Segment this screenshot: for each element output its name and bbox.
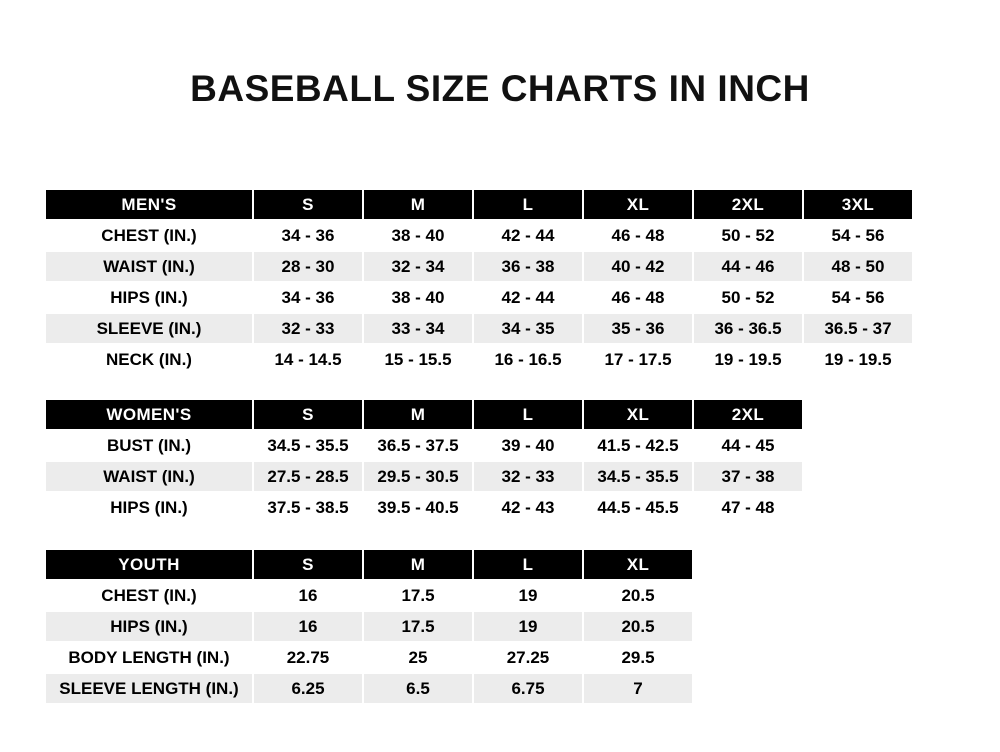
table-row xyxy=(45,220,913,251)
table-cell: 29.5 xyxy=(583,642,693,673)
column-header: WOMEN'S xyxy=(45,399,253,430)
row-label: HIPS (IN.) xyxy=(45,492,253,523)
table-cell: 40 - 42 xyxy=(583,251,693,282)
table-row xyxy=(45,461,803,492)
row-label: HIPS (IN.) xyxy=(45,611,253,642)
table-cell: 27.5 - 28.5 xyxy=(253,461,363,492)
row-label: CHEST (IN.) xyxy=(45,580,253,611)
column-header: S xyxy=(253,189,363,220)
table-cell: 42 - 43 xyxy=(473,492,583,523)
table-header-row xyxy=(45,549,693,580)
row-label: BUST (IN.) xyxy=(45,430,253,461)
column-header: L xyxy=(473,549,583,580)
table-cell: 17 - 17.5 xyxy=(583,344,693,375)
row-label: CHEST (IN.) xyxy=(45,220,253,251)
table-cell: 16 xyxy=(253,580,363,611)
table-cell: 6.5 xyxy=(363,673,473,704)
table-cell: 44 - 45 xyxy=(693,430,803,461)
table-cell: 44.5 - 45.5 xyxy=(583,492,693,523)
table-cell: 29.5 - 30.5 xyxy=(363,461,473,492)
table-row xyxy=(45,611,693,642)
column-header: 3XL xyxy=(803,189,913,220)
table-cell: 19 xyxy=(473,611,583,642)
table-cell: 47 - 48 xyxy=(693,492,803,523)
table-cell: 32 - 34 xyxy=(363,251,473,282)
column-header: XL xyxy=(583,189,693,220)
table-cell: 17.5 xyxy=(363,611,473,642)
table-cell: 39 - 40 xyxy=(473,430,583,461)
page-title: BASEBALL SIZE CHARTS IN INCH xyxy=(190,68,810,109)
row-label: WAIST (IN.) xyxy=(45,251,253,282)
table-cell: 50 - 52 xyxy=(693,220,803,251)
table-cell: 20.5 xyxy=(583,611,693,642)
table-cell: 50 - 52 xyxy=(693,282,803,313)
table-cell: 25 xyxy=(363,642,473,673)
table-cell: 15 - 15.5 xyxy=(363,344,473,375)
table-cell: 27.25 xyxy=(473,642,583,673)
table-cell: 17.5 xyxy=(363,580,473,611)
table-header-row xyxy=(45,399,803,430)
column-header: M xyxy=(363,549,473,580)
column-header: L xyxy=(473,399,583,430)
table-cell: 36 - 38 xyxy=(473,251,583,282)
table-cell: 32 - 33 xyxy=(473,461,583,492)
table-cell: 39.5 - 40.5 xyxy=(363,492,473,523)
table-cell: 41.5 - 42.5 xyxy=(583,430,693,461)
table-cell: 38 - 40 xyxy=(363,220,473,251)
table-cell: 34 - 36 xyxy=(253,282,363,313)
column-header: S xyxy=(253,549,363,580)
table-cell: 37 - 38 xyxy=(693,461,803,492)
table-cell: 34.5 - 35.5 xyxy=(583,461,693,492)
row-label: BODY LENGTH (IN.) xyxy=(45,642,253,673)
column-header: M xyxy=(363,399,473,430)
column-header: S xyxy=(253,399,363,430)
table-cell: 54 - 56 xyxy=(803,282,913,313)
youth-size-table xyxy=(44,548,694,705)
column-header: MEN'S xyxy=(45,189,253,220)
table-row xyxy=(45,282,913,313)
table-cell: 36.5 - 37.5 xyxy=(363,430,473,461)
row-label: HIPS (IN.) xyxy=(45,282,253,313)
table-cell: 19 - 19.5 xyxy=(803,344,913,375)
mens-size-table xyxy=(44,188,914,376)
table-row xyxy=(45,430,803,461)
table-cell: 32 - 33 xyxy=(253,313,363,344)
table-cell: 6.75 xyxy=(473,673,583,704)
table-cell: 34 - 35 xyxy=(473,313,583,344)
table-cell: 46 - 48 xyxy=(583,282,693,313)
table-row xyxy=(45,580,693,611)
column-header: XL xyxy=(583,549,693,580)
table-cell: 54 - 56 xyxy=(803,220,913,251)
mens-size-chart xyxy=(44,188,914,376)
womens-size-table xyxy=(44,398,804,524)
column-header: L xyxy=(473,189,583,220)
table-cell: 14 - 14.5 xyxy=(253,344,363,375)
column-header: M xyxy=(363,189,473,220)
table-cell: 36 - 36.5 xyxy=(693,313,803,344)
row-label: WAIST (IN.) xyxy=(45,461,253,492)
table-cell: 38 - 40 xyxy=(363,282,473,313)
table-cell: 20.5 xyxy=(583,580,693,611)
youth-size-chart xyxy=(44,548,694,705)
table-cell: 42 - 44 xyxy=(473,220,583,251)
table-cell: 48 - 50 xyxy=(803,251,913,282)
table-cell: 34 - 36 xyxy=(253,220,363,251)
table-cell: 44 - 46 xyxy=(693,251,803,282)
table-cell: 35 - 36 xyxy=(583,313,693,344)
table-cell: 6.25 xyxy=(253,673,363,704)
table-cell: 37.5 - 38.5 xyxy=(253,492,363,523)
table-cell: 22.75 xyxy=(253,642,363,673)
column-header: XL xyxy=(583,399,693,430)
table-cell: 7 xyxy=(583,673,693,704)
table-cell: 42 - 44 xyxy=(473,282,583,313)
column-header: YOUTH xyxy=(45,549,253,580)
table-row xyxy=(45,313,913,344)
table-row xyxy=(45,642,693,673)
table-row xyxy=(45,344,913,375)
column-header: 2XL xyxy=(693,189,803,220)
row-label: SLEEVE (IN.) xyxy=(45,313,253,344)
table-header-row xyxy=(45,189,913,220)
table-cell: 36.5 - 37 xyxy=(803,313,913,344)
table-cell: 16 xyxy=(253,611,363,642)
table-cell: 34.5 - 35.5 xyxy=(253,430,363,461)
row-label: NECK (IN.) xyxy=(45,344,253,375)
table-cell: 16 - 16.5 xyxy=(473,344,583,375)
table-row xyxy=(45,251,913,282)
womens-size-chart xyxy=(44,398,804,524)
table-row xyxy=(45,673,693,704)
table-cell: 33 - 34 xyxy=(363,313,473,344)
table-cell: 46 - 48 xyxy=(583,220,693,251)
table-cell: 28 - 30 xyxy=(253,251,363,282)
row-label: SLEEVE LENGTH (IN.) xyxy=(45,673,253,704)
table-cell: 19 - 19.5 xyxy=(693,344,803,375)
column-header: 2XL xyxy=(693,399,803,430)
table-row xyxy=(45,492,803,523)
table-cell: 19 xyxy=(473,580,583,611)
